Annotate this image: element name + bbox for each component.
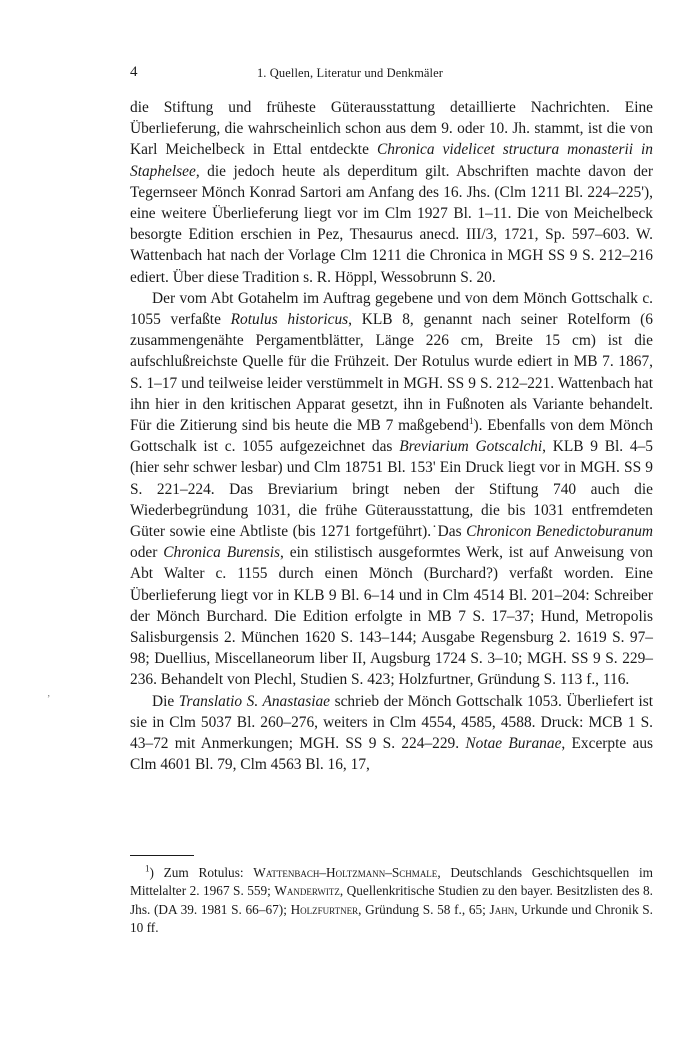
text-run: , die jedoch heute als deperditum gilt. Abschriften machte davon der Tegernseer Mönch Konrad Sartori am Anfang des 16. Jhs. (Clm 1211 Bl. 224–225'), eine weitere Überlieferung liegt vor im Clm 1927 Bl. 1–11. Die von Meichelbeck besorgte Edition erschien in Pez, Thesaurus anecd. III/3, 1721, Sp. 597–603. W. Wattenbach hat nach der Vorlage Clm 1211 die Chronica in MGH SS 9 S. 212–216 ediert. Über diese Tradition s. R. Höppl, Wessobrunn S. 20. [130, 162, 653, 286]
footnote-marker: 1 [469, 415, 474, 426]
text-run: , Quellenkritische Studien zu den bayer. Besitzlisten des 8. Jhs. (DA 39. 1981 S. 66–67); [130, 883, 653, 917]
text-run: ) Zum Rotulus: [149, 865, 254, 880]
text-run: schrieb der Mönch Gottschalk 1053. Überliefert ist sie in Clm 5037 Bl. 260–276, weiters in Clm 4554, 4585, 4588. Druck: MCB 1 S. 43–72 mit Anmerkungen; MGH. SS 9 S. 224–229. [130, 692, 653, 753]
italic-title: Chronica Burensis [163, 544, 280, 562]
author-name: Holzfurtner [290, 901, 359, 917]
italic-title: Chronicon Benedictoburanum [466, 523, 654, 541]
margin-mark: ‚ [47, 688, 51, 699]
text-run: , ein stilistisch ausgeformtes Werk, ist auf Anweisung von Abt Walter c. 1155 durch einen Mönch (Burchard?) verfaßt worden. Eine Überlieferung liegt vor in KLB 9 Bl. 6–14 und in Clm 4514 Bl. 201–204: Schreiber der Mönch Burchard. Die Edition erfolgte in MB 7 S. 17–37; Hund, Metropolis Salisburgensis 2. München 1620 S. 143–144; Ausgabe Regensburg 2. 1619 S. 97–98; Duellius, Miscellaneorum liber II, Augsburg 1724 S. 3–10; MGH. SS 9 S. 229–236. Behandelt von Plechl, Studien S. 423; Holzfurtner, Gründung S. 113 f., 116. [130, 544, 653, 689]
text-run: Der vom Abt Gotahelm im Auftrag gegebene und von dem Mönch Gottschalk c. 1055 verfaßte [130, 289, 653, 329]
text-run: , Urkunde und Chronik S. 10 ff. [130, 901, 653, 936]
italic-title: Notae Buranae [465, 735, 562, 753]
text-run: , Gründung S. 58 f., 65; [358, 901, 490, 917]
italic-title: Rotulus historicus [230, 311, 349, 329]
text-run: oder [130, 544, 164, 562]
running-head: 1. Quellen, Literatur und Denkmäler [256, 66, 444, 80]
text-run: , KLB 8, genannt nach seiner Rotelform (6 zusammengenähte Pergamentblätter, Länge 226 cm, Breite 15 cm) ist die aufschlußreichste Quelle für die Frühzeit. Der Rotulus wurde ediert in MB 7. 1867, S. 1–17 und teilweise leider verstümmelt in MGH. SS 9 S. 212–221. Wattenbach hat ihn hier in den kritischen Apparat gesetzt, ihn in Fußnoten als Variante behandelt. Für die Zitierung sind bis heute die MB 7 maßgebend [130, 311, 654, 435]
text-run: , KLB 9 Bl. 4–5 (hier sehr schwer lesbar) und Clm 18751 Bl. 153' Ein Druck liegt vor in MGH. SS 9 S. 221–224. Das Breviarium bringt neben der Stiftung 740 auch die Wiederbegründung 1031, die frühe Güterausstattung, die bis 1031 entfremdeten Güter sowie eine Abtliste (bis 1271 fortgeführt).˙Das [130, 438, 653, 541]
text-run: Die [152, 692, 179, 710]
author-name: Jahn [489, 901, 515, 917]
text-run: ). Ebenfalls von dem Mönch Gottschalk ist c. 1055 aufgezeichnet das [130, 417, 654, 456]
italic-title: Chronica videlicet structura monasterii in Staphelsee [130, 141, 653, 180]
footnote-rule [130, 855, 194, 856]
text-run: , Excerpte aus Clm 4601 Bl. 79, Clm 4563 Bl. 16, 17, [130, 735, 654, 774]
footnote-marker: 1 [145, 863, 150, 874]
text-run: , Deutschlands Geschichtsquellen im Mittelalter 2. 1967 S. 559; [130, 865, 653, 899]
italic-title: Breviarium Gotscalchi [399, 438, 543, 456]
footnotes [130, 864, 653, 938]
main-text [130, 97, 653, 776]
footnote [130, 864, 653, 938]
author-name: Wanderwitz [274, 883, 340, 899]
author-name: Wattenbach–Holtzmann–Schmale [253, 865, 438, 880]
page-number: 4 [130, 64, 138, 80]
body-paragraph [130, 288, 653, 691]
body-paragraph [130, 97, 653, 288]
italic-title: Translatio S. Anastasiae [178, 692, 331, 710]
body-paragraph [130, 691, 653, 776]
text-run: die Stiftung und früheste Güterausstattung detaillierte Nachrichten. Eine Überlieferung, die wahrscheinlich schon aus dem 9. oder 10. Jh. stammt, ist die von Karl Meichelbeck in Ettal entdeckte [130, 99, 653, 159]
